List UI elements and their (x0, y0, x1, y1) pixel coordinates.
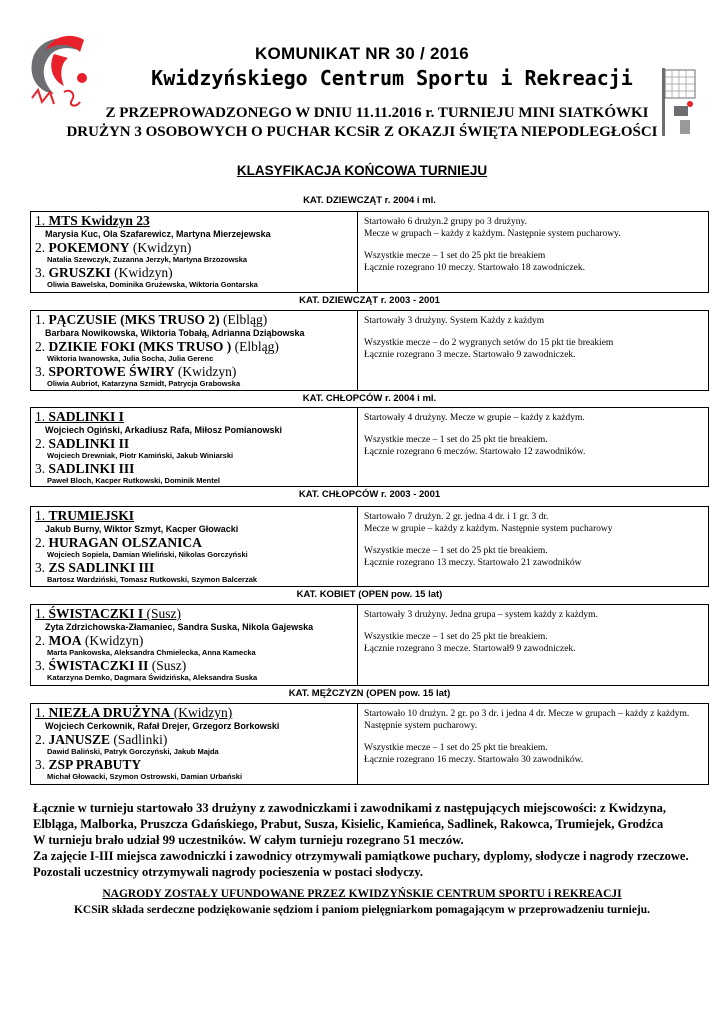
team-row (35, 312, 353, 327)
team-players: Marta Pankowska, Aleksandra Chmielecka, Anna Kamecka (47, 648, 256, 657)
team-players: Paweł Bloch, Kacper Rutkowski, Dominik Mentel (47, 476, 220, 485)
team-row (35, 560, 353, 575)
classification-title: KLASYFIKACJA KOŃCOWA TURNIEJU (236, 163, 488, 178)
team-city: (Kwidzyn) (132, 240, 192, 255)
description-line-1: Z PRZEPROWADZONEGO W DNIU 11.11.2016 r. TURNIEJU MINI SIATKÓWKI (105, 105, 649, 121)
team-city: (Susz) (146, 606, 182, 621)
team-name: MOA (48, 633, 82, 648)
tournament-info (358, 212, 708, 292)
team-name: POKEMONY (48, 240, 130, 255)
team-name: ŚWISTACZKI II (48, 658, 149, 673)
category-title: KAT. KOBIET (OPEN pow. 15 lat) (296, 589, 443, 600)
team-place: 3. (35, 757, 46, 772)
team-place: 2. (35, 633, 46, 648)
info-line: Wszystkie mecze – 1 set do 25 pkt tie breakiem. (364, 435, 548, 445)
team-place: 3. (35, 364, 46, 379)
team-name: PĄCZUSIE (MKS TRUSO 2) (48, 312, 220, 327)
team-name: DZIKIE FOKI (MKS TRUSO ) (48, 339, 232, 354)
team-row (35, 705, 353, 720)
info-line: Następnie system pucharowy. (364, 721, 478, 731)
category-title: KAT. MĘŻCZYZN (OPEN pow. 15 lat) (288, 688, 451, 699)
tournament-info (358, 408, 708, 486)
team-name: GRUSZKI (48, 265, 111, 280)
team-city: (Kwidzyn) (84, 633, 144, 648)
summary (33, 800, 693, 880)
team-row (35, 757, 353, 772)
team-place: 1. (35, 508, 46, 523)
team-place: 1. (35, 213, 46, 228)
team-city: (Elbląg) (223, 312, 268, 327)
info-line: Łącznie rozegrano 13 meczy. Startowało 21 zawodników (364, 558, 582, 568)
team-row (35, 535, 353, 550)
team-players: Wojciech Sopiela, Damian Wieliński, Nikolas Gorczyński (47, 550, 248, 559)
category-results-table (30, 506, 709, 587)
team-row (35, 213, 353, 228)
team-city: (Sadlinki) (113, 732, 168, 747)
team-name: SPORTOWE ŚWIRY (48, 364, 175, 379)
category-results-table (30, 407, 709, 487)
team-place: 2. (35, 732, 46, 747)
description-line-2: DRUŻYN 3 OSOBOWYCH O PUCHAR KCSiR Z OKAZJI ŚWIĘTA NIEPODLEGŁOŚCI (66, 124, 658, 140)
podium-column (31, 311, 358, 390)
team-place: 2. (35, 240, 46, 255)
team-row (35, 606, 353, 621)
summary-participants: W turnieju brało udział 99 uczestników. W całym turnieju rozegrano 51 meczów. (33, 833, 464, 847)
info-line: Łącznie rozegrano 6 meczów. Startowało 12 zawodników. (364, 447, 586, 457)
info-line: Startowało 6 drużyn.2 grupy po 3 drużyny. (364, 217, 527, 227)
team-place: 2. (35, 535, 46, 550)
team-name: ZSP PRABUTY (48, 757, 142, 772)
summary-prizes: Za zajęcie I-III miejsca zawodniczki i zawodnicy otrzymywali pamiątkowe puchary, dyplomy, słodycze i nagrody rzeczowe. (33, 849, 689, 863)
sponsor-note: NAGRODY ZOSTAŁY UFUNDOWANE PRZEZ KWIDZYŃSKIE CENTRUM SPORTU i REKREACJI (102, 888, 622, 900)
info-line: Startowało 10 drużyn. 2 gr. po 3 dr. i jedna 4 dr. Mecze w grupach – każdy z każdym. (364, 709, 690, 719)
team-city: (Elbląg) (234, 339, 279, 354)
info-line: Mecze w grupie – każdy z każdym. Następnie system pucharowy (364, 524, 613, 534)
info-line: Łącznie rozegrano 3 mecze. Startowało 9 zawodniczek. (364, 350, 576, 360)
info-line: Łącznie rozegrano 10 meczy. Startowało 18 zawodniczek. (364, 263, 585, 273)
team-row (35, 508, 353, 523)
info-line: Startowały 3 drużyny. Jedna grupa – system każdy z każdym. (364, 610, 598, 620)
team-players: Katarzyna Demko, Dagmara Świdzińska, Aleksandra Suska (47, 673, 258, 682)
team-place: 1. (35, 409, 46, 424)
category-results-table (30, 703, 709, 785)
team-players: Natalia Szewczyk, Zuzanna Jerzyk, Martyna Brzozowska (47, 255, 248, 264)
podium-column (31, 704, 358, 784)
category-title: KAT. CHŁOPCÓW r. 2004 i ml. (302, 393, 437, 404)
team-place: 1. (35, 606, 46, 621)
team-players: Zyta Zdrzichowska-Złamaniec, Sandra Suska, Nikola Gajewska (45, 622, 314, 632)
team-place: 2. (35, 339, 46, 354)
team-players: Dawid Baliński, Patryk Gorczyński, Jakub Majda (47, 747, 219, 756)
team-place: 1. (35, 312, 46, 327)
team-row (35, 658, 353, 673)
category-results-table (30, 211, 709, 293)
tournament-info (358, 507, 708, 586)
organization-title: Kwidzyńskiego Centrum Sportu i Rekreacji (151, 66, 633, 90)
category-title: KAT. CHŁOPCÓW r. 2003 - 2001 (298, 489, 441, 500)
info-line: Mecze w grupach – każdy z każdym. Następnie system pucharowy. (364, 229, 621, 239)
team-city: (Kwidzyn) (114, 265, 173, 280)
team-name: JANUSZE (48, 732, 111, 747)
team-city: (Kwidzyn) (173, 705, 233, 720)
team-row (35, 409, 353, 424)
podium-column (31, 212, 358, 292)
team-players: Bartosz Wardziński, Tomasz Rutkowski, Szymon Balcerzak (47, 575, 258, 584)
team-players: Oliwia Aubriot, Katarzyna Szmidt, Patrycja Grabowska (47, 379, 241, 388)
podium-column (31, 605, 358, 685)
team-players: Wojciech Drewniak, Piotr Kamiński, Jakub Winiarski (47, 451, 234, 460)
team-city: (Kwidzyn) (177, 364, 237, 379)
komunikat-title: KOMUNIKAT NR 30 / 2016 (254, 44, 470, 63)
category-results-table (30, 604, 709, 686)
team-place: 3. (35, 461, 46, 476)
category-title: KAT. DZIEWCZĄT r. 2003 - 2001 (299, 295, 440, 306)
team-players: Jakub Burny, Wiktor Szmyt, Kacper Głowacki (45, 524, 239, 534)
team-name: SADLINKI II (48, 436, 130, 451)
team-players: Marysia Kuc, Ola Szafarewicz, Martyna Mierzejewska (45, 229, 271, 239)
team-place: 3. (35, 265, 46, 280)
team-row (35, 364, 353, 379)
podium-column (31, 507, 358, 586)
team-players: Michał Głowacki, Szymon Ostrowski, Damian Urbański (47, 772, 243, 781)
team-players: Wojciech Cerkownik, Rafał Drejer, Grzegorz Borkowski (45, 721, 280, 731)
team-city: (Susz) (151, 658, 187, 673)
info-line: Wszystkie mecze – 1 set do 25 pkt tie breakiem. (364, 546, 548, 556)
team-row (35, 339, 353, 354)
team-row (35, 265, 353, 280)
tournament-info (358, 704, 708, 784)
info-line: Wszystkie mecze – do 2 wygranych setów do 15 pkt tie breakiem (364, 338, 614, 348)
category-results-table (30, 310, 709, 391)
tournament-info (358, 605, 708, 685)
team-place: 3. (35, 560, 46, 575)
info-line: Łącznie rozegrano 16 meczy. Startowało 30 zawodników. (364, 755, 584, 765)
team-row (35, 461, 353, 476)
team-place: 1. (35, 705, 46, 720)
team-name: TRUMIEJSKI (48, 508, 135, 523)
category-title: KAT. DZIEWCZĄT r. 2004 i ml. (303, 195, 436, 206)
tournament-info (358, 311, 708, 390)
info-line: Wszystkie mecze – 1 set do 25 pkt tie breakiem (364, 251, 546, 261)
info-line: Startowały 4 drużyny. Mecze w grupie – każdy z każdym. (364, 413, 585, 423)
tournament-description (0, 104, 724, 142)
team-name: NIEZŁA DRUŻYNA (48, 705, 171, 720)
info-line: Startowało 7 drużyn. 2 gr. jedna 4 dr. i 1 gr. 3 dr. (364, 512, 549, 522)
info-line: Łącznie rozegrano 3 mecze. Startował9 9 zawodniczek. (364, 644, 576, 654)
team-row (35, 240, 353, 255)
team-row (35, 633, 353, 648)
team-place: 2. (35, 436, 46, 451)
team-players: Barbara Nowikowska, Wiktoria Tobałą, Adrianna Dziąbowska (45, 328, 305, 338)
team-name: ŚWISTACZKI I (48, 606, 144, 621)
summary-consolation: Pozostali uczestnicy otrzymywali nagrody pocieszenia w postaci słodyczy. (33, 865, 424, 879)
team-players: Wojciech Ogiński, Arkadiusz Rafa, Miłosz Pomianowski (45, 425, 283, 435)
info-line: Wszystkie mecze – 1 set do 25 pkt tie breakiem. (364, 743, 548, 753)
summary-towns: Łącznie w turnieju startowało 33 drużyny z zawodniczkami i zawodnikami z następujących miejscowości: z Kwidzyna, Elbląga, Malborka, Pruszcza Gdańskiego, Prabut, Susza, Kisielic, Kamieńca, Sadlinek, Rakowca, Trumiejek, Grodźca (33, 801, 666, 831)
team-row (35, 732, 353, 747)
thanks-note: KCSiR składa serdeczne podziękowanie sędziom i paniom pielęgniarkom pomagającym w przeprowadzeniu turnieju. (73, 904, 651, 916)
team-name: SADLINKI III (48, 461, 135, 476)
team-name: HURAGAN OLSZANICA (48, 535, 202, 550)
team-players: Oliwia Bawelska, Dominika Grużewska, Wiktoria Gontarska (47, 280, 258, 289)
info-line: Wszystkie mecze – 1 set do 25 pkt tie breakiem. (364, 632, 548, 642)
team-name: ZS SADLINKI III (48, 560, 155, 575)
podium-column (31, 408, 358, 486)
team-players: Wiktoria Iwanowska, Julia Socha, Julia Gerenc (47, 354, 214, 363)
team-place: 3. (35, 658, 46, 673)
team-row (35, 436, 353, 451)
team-name: MTS Kwidzyn 23 (48, 213, 150, 228)
info-line: Startowały 3 drużyny. System Każdy z każdym (364, 316, 545, 326)
team-name: SADLINKI I (48, 409, 124, 424)
